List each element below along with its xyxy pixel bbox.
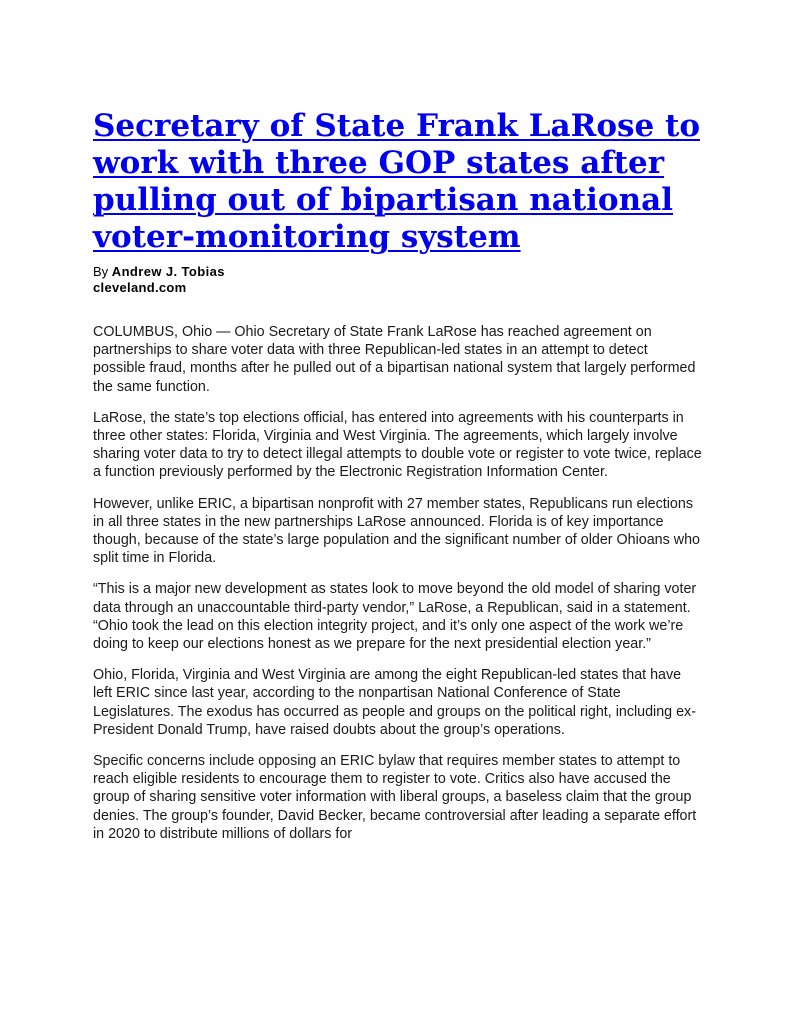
paragraph: COLUMBUS, Ohio — Ohio Secretary of State Frank LaRose has reached agreement on partnerships to share voter data with three Republican-led states in an attempt to detect possible fraud, months after he pulled out of a bipartisan national system that largely performed the same function. <box>93 324 696 395</box>
paragraph: Specific concerns include opposing an ERIC bylaw that requires member states to attempt to reach eligible residents to encourage them to register to vote. Critics also have accused the group of sharing sensitive voter information with liberal groups, a baseless claim that the group denies. The group’s founder, David Becker, became controversial after leading a separate effort in 2020 to distribute millions of dollars for <box>93 753 697 842</box>
paragraph: However, unlike ERIC, a bipartisan nonprofit with 27 member states, Republicans run elections in all three states in the new partnerships LaRose announced. Florida is of key importance though, because of the state’s large population and the significant number of older Ohioans who split time in Florida. <box>93 495 700 567</box>
headline-link[interactable]: Secretary of State Frank LaRose to work with three GOP states after pulling out of bipartisan national voter-monitoring system <box>93 108 700 255</box>
source-name: cleveland.com <box>93 280 187 295</box>
paragraph: LaRose, the state’s top elections official, has entered into agreements with his counterparts in three other states: Florida, Virginia and West Virginia. The agreements, which largely involve sharing voter data to try to detect illegal attempts to double vote or register to vote twice, replace a function previously performed by the Electronic Registration Information Center. <box>93 409 702 481</box>
paragraph: Ohio, Florida, Virginia and West Virginia are among the eight Republican-led states that have left ERIC since last year, according to the nonpartisan National Conference of State Legislatures. The exodus has occurred as people and groups on the political right, including ex-President Donald Trump, have raised doubts about the group’s operations. <box>93 667 696 738</box>
byline <box>93 264 225 296</box>
byline-prefix: By <box>93 264 109 279</box>
author-name: Andrew J. Tobias <box>111 264 225 279</box>
paragraph: “This is a major new development as states look to move beyond the old model of sharing voter data through an unaccountable third-party vendor,” LaRose, a Republican, said in a statement. “Ohio took the lead on this election integrity project, and it’s only one aspect of the work we’re doing to keep our elections honest as we prepare for the next presidential election year.” <box>93 581 697 653</box>
article-body <box>93 323 703 856</box>
